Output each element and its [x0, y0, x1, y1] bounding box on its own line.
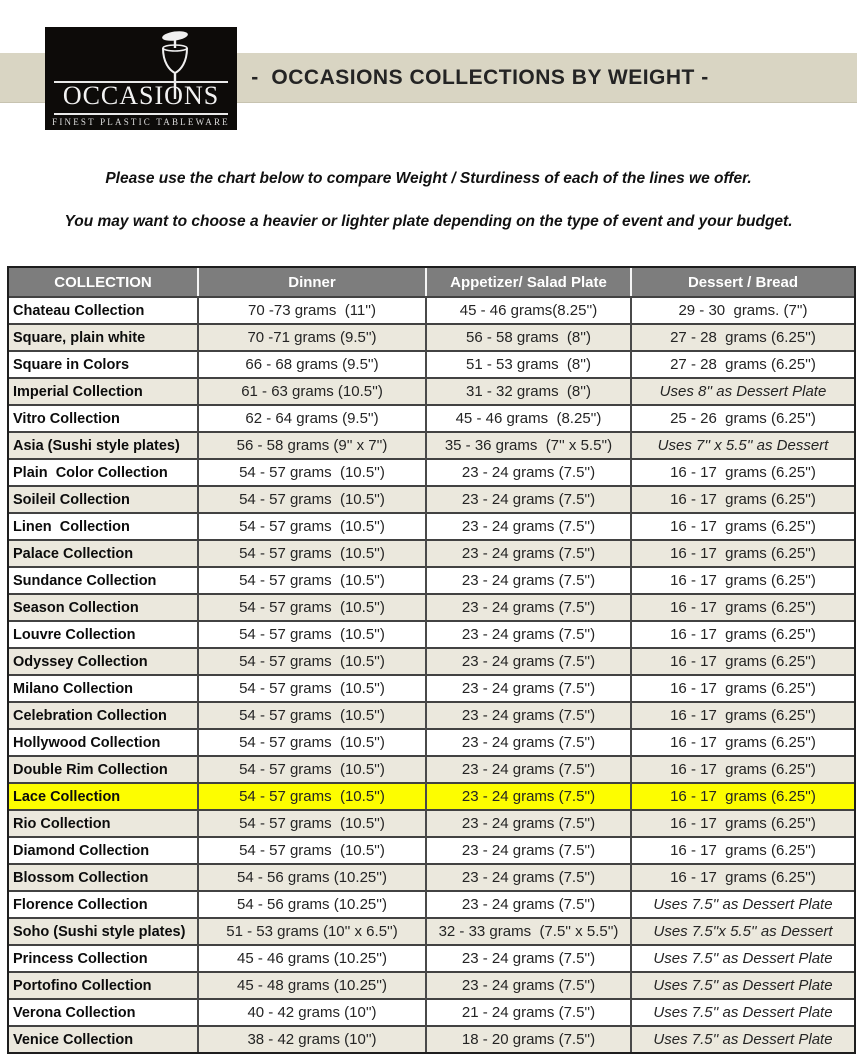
collection-name-cell: Square in Colors	[9, 350, 197, 377]
table-row	[9, 998, 854, 1025]
collection-name-cell: Verona Collection	[9, 998, 197, 1025]
column-header-dinner: Dinner	[197, 268, 425, 296]
collection-name-cell: Double Rim Collection	[9, 755, 197, 782]
collection-name-cell: Odyssey Collection	[9, 647, 197, 674]
dessert-weight-cell: 16 - 17 grams (6.25'')	[630, 593, 854, 620]
dessert-weight-cell: Uses 7.5'' as Dessert Plate	[630, 998, 854, 1025]
dinner-weight-cell: 45 - 46 grams (10.25'')	[197, 944, 425, 971]
table-row	[9, 863, 854, 890]
dessert-weight-cell: 16 - 17 grams (6.25'')	[630, 863, 854, 890]
dinner-weight-cell: 45 - 48 grams (10.25'')	[197, 971, 425, 998]
appetizer-weight-cell: 23 - 24 grams (7.5'')	[425, 458, 630, 485]
appetizer-weight-cell: 32 - 33 grams (7.5'' x 5.5'')	[425, 917, 630, 944]
appetizer-weight-cell: 23 - 24 grams (7.5'')	[425, 863, 630, 890]
dessert-weight-cell: 16 - 17 grams (6.25'')	[630, 512, 854, 539]
intro-line-1: Please use the chart below to compare Weight / Sturdiness of each of the lines we offer.	[105, 170, 752, 187]
appetizer-weight-cell: 23 - 24 grams (7.5'')	[425, 890, 630, 917]
appetizer-weight-cell: 23 - 24 grams (7.5'')	[425, 674, 630, 701]
table-row	[9, 512, 854, 539]
table-row	[9, 620, 854, 647]
dinner-weight-cell: 54 - 57 grams (10.5'')	[197, 566, 425, 593]
dinner-weight-cell: 54 - 56 grams (10.25'')	[197, 890, 425, 917]
dinner-weight-cell: 54 - 57 grams (10.5'')	[197, 620, 425, 647]
collection-name-cell: Milano Collection	[9, 674, 197, 701]
dessert-weight-cell: 16 - 17 grams (6.25'')	[630, 539, 854, 566]
appetizer-weight-cell: 23 - 24 grams (7.5'')	[425, 566, 630, 593]
collection-name-cell: Venice Collection	[9, 1025, 197, 1052]
dessert-weight-cell: Uses 7.5'' as Dessert Plate	[630, 890, 854, 917]
dessert-weight-cell: 16 - 17 grams (6.25'')	[630, 566, 854, 593]
appetizer-weight-cell: 23 - 24 grams (7.5'')	[425, 728, 630, 755]
table-row	[9, 728, 854, 755]
collection-name-cell: Hollywood Collection	[9, 728, 197, 755]
collection-name-cell: Soileil Collection	[9, 485, 197, 512]
appetizer-weight-cell: 23 - 24 grams (7.5'')	[425, 782, 630, 809]
appetizer-weight-cell: 23 - 24 grams (7.5'')	[425, 539, 630, 566]
collection-name-cell: Imperial Collection	[9, 377, 197, 404]
table-row	[9, 404, 854, 431]
table-row	[9, 458, 854, 485]
table-row	[9, 890, 854, 917]
appetizer-weight-cell: 23 - 24 grams (7.5'')	[425, 620, 630, 647]
dessert-weight-cell: 29 - 30 grams. (7'')	[630, 296, 854, 323]
appetizer-weight-cell: 18 - 20 grams (7.5'')	[425, 1025, 630, 1052]
table-header-row	[9, 268, 854, 296]
dinner-weight-cell: 54 - 56 grams (10.25'')	[197, 863, 425, 890]
dessert-weight-cell: Uses 7'' x 5.5'' as Dessert	[630, 431, 854, 458]
dessert-weight-cell: Uses 7.5''x 5.5'' as Dessert	[630, 917, 854, 944]
table-row	[9, 539, 854, 566]
dinner-weight-cell: 54 - 57 grams (10.5'')	[197, 458, 425, 485]
dessert-weight-cell: 16 - 17 grams (6.25'')	[630, 809, 854, 836]
table-row	[9, 755, 854, 782]
collection-name-cell: Linen Collection	[9, 512, 197, 539]
dinner-weight-cell: 54 - 57 grams (10.5'')	[197, 593, 425, 620]
page-title: - OCCASIONS COLLECTIONS BY WEIGHT -	[251, 66, 709, 89]
collection-name-cell: Chateau Collection	[9, 296, 197, 323]
dinner-weight-cell: 54 - 57 grams (10.5'')	[197, 674, 425, 701]
dessert-weight-cell: 16 - 17 grams (6.25'')	[630, 674, 854, 701]
collection-name-cell: Rio Collection	[9, 809, 197, 836]
appetizer-weight-cell: 23 - 24 grams (7.5'')	[425, 512, 630, 539]
column-header-appetizer: Appetizer/ Salad Plate	[425, 268, 630, 296]
table-row	[9, 377, 854, 404]
appetizer-weight-cell: 45 - 46 grams (8.25'')	[425, 404, 630, 431]
dessert-weight-cell: 16 - 17 grams (6.25'')	[630, 728, 854, 755]
logo-divider-bottom	[54, 113, 228, 115]
table-row	[9, 431, 854, 458]
table-row	[9, 674, 854, 701]
collection-name-cell: Square, plain white	[9, 323, 197, 350]
table-row	[9, 647, 854, 674]
dinner-weight-cell: 54 - 57 grams (10.5'')	[197, 836, 425, 863]
dessert-weight-cell: Uses 8'' as Dessert Plate	[630, 377, 854, 404]
intro-line-2: You may want to choose a heavier or lighter plate depending on the type of event and your budget.	[64, 213, 793, 230]
table-row	[9, 809, 854, 836]
dinner-weight-cell: 70 -73 grams (11'')	[197, 296, 425, 323]
dinner-weight-cell: 62 - 64 grams (9.5'')	[197, 404, 425, 431]
appetizer-weight-cell: 23 - 24 grams (7.5'')	[425, 944, 630, 971]
collection-name-cell: Blossom Collection	[9, 863, 197, 890]
dessert-weight-cell: 27 - 28 grams (6.25'')	[630, 350, 854, 377]
table-row	[9, 701, 854, 728]
dessert-weight-cell: 16 - 17 grams (6.25'')	[630, 485, 854, 512]
table-row	[9, 323, 854, 350]
appetizer-weight-cell: 35 - 36 grams (7'' x 5.5'')	[425, 431, 630, 458]
collection-name-cell: Season Collection	[9, 593, 197, 620]
appetizer-weight-cell: 31 - 32 grams (8'')	[425, 377, 630, 404]
dinner-weight-cell: 51 - 53 grams (10'' x 6.5'')	[197, 917, 425, 944]
collection-name-cell: Celebration Collection	[9, 701, 197, 728]
collection-name-cell: Florence Collection	[9, 890, 197, 917]
dinner-weight-cell: 54 - 57 grams (10.5'')	[197, 485, 425, 512]
dinner-weight-cell: 54 - 57 grams (10.5'')	[197, 728, 425, 755]
collection-name-cell: Portofino Collection	[9, 971, 197, 998]
table-row	[9, 1025, 854, 1052]
dessert-weight-cell: 16 - 17 grams (6.25'')	[630, 755, 854, 782]
dinner-weight-cell: 61 - 63 grams (10.5'')	[197, 377, 425, 404]
appetizer-weight-cell: 23 - 24 grams (7.5'')	[425, 647, 630, 674]
table-row	[9, 944, 854, 971]
dessert-weight-cell: Uses 7.5'' as Dessert Plate	[630, 1025, 854, 1052]
collection-name-cell: Diamond Collection	[9, 836, 197, 863]
column-header-dessert: Dessert / Bread	[630, 268, 854, 296]
dinner-weight-cell: 54 - 57 grams (10.5'')	[197, 647, 425, 674]
dinner-weight-cell: 54 - 57 grams (10.5'')	[197, 782, 425, 809]
dinner-weight-cell: 54 - 57 grams (10.5'')	[197, 701, 425, 728]
dinner-weight-cell: 56 - 58 grams (9'' x 7'')	[197, 431, 425, 458]
appetizer-weight-cell: 23 - 24 grams (7.5'')	[425, 836, 630, 863]
table-row	[9, 917, 854, 944]
collection-name-cell: Princess Collection	[9, 944, 197, 971]
table-row	[9, 836, 854, 863]
dessert-weight-cell: 25 - 26 grams (6.25'')	[630, 404, 854, 431]
dinner-weight-cell: 54 - 57 grams (10.5'')	[197, 809, 425, 836]
table-row	[9, 485, 854, 512]
dinner-weight-cell: 70 -71 grams (9.5'')	[197, 323, 425, 350]
weight-table-body	[9, 296, 854, 1052]
appetizer-weight-cell: 23 - 24 grams (7.5'')	[425, 701, 630, 728]
table-row	[9, 350, 854, 377]
appetizer-weight-cell: 21 - 24 grams (7.5'')	[425, 998, 630, 1025]
collection-name-cell: Asia (Sushi style plates)	[9, 431, 197, 458]
collection-name-cell: Lace Collection	[9, 782, 197, 809]
dessert-weight-cell: 16 - 17 grams (6.25'')	[630, 701, 854, 728]
collection-name-cell: Sundance Collection	[9, 566, 197, 593]
collection-name-cell: Palace Collection	[9, 539, 197, 566]
table-row	[9, 593, 854, 620]
table-row	[9, 971, 854, 998]
appetizer-weight-cell: 56 - 58 grams (8'')	[425, 323, 630, 350]
dessert-weight-cell: 16 - 17 grams (6.25'')	[630, 458, 854, 485]
brand-tagline: FINEST PLASTIC TABLEWARE	[52, 117, 230, 127]
brand-name: OCCASIONS	[62, 81, 220, 110]
dessert-weight-cell: 16 - 17 grams (6.25'')	[630, 782, 854, 809]
dinner-weight-cell: 40 - 42 grams (10'')	[197, 998, 425, 1025]
dessert-weight-cell: 16 - 17 grams (6.25'')	[630, 647, 854, 674]
collection-name-cell: Plain Color Collection	[9, 458, 197, 485]
dinner-weight-cell: 54 - 57 grams (10.5'')	[197, 512, 425, 539]
table-row	[9, 296, 854, 323]
table-row	[9, 782, 854, 809]
collection-name-cell: Soho (Sushi style plates)	[9, 917, 197, 944]
appetizer-weight-cell: 23 - 24 grams (7.5'')	[425, 593, 630, 620]
weight-comparison-table	[7, 266, 856, 1054]
appetizer-weight-cell: 51 - 53 grams (8'')	[425, 350, 630, 377]
appetizer-weight-cell: 23 - 24 grams (7.5'')	[425, 755, 630, 782]
brand-logo	[45, 27, 237, 130]
dinner-weight-cell: 38 - 42 grams (10'')	[197, 1025, 425, 1052]
dessert-weight-cell: 27 - 28 grams (6.25'')	[630, 323, 854, 350]
dessert-weight-cell: Uses 7.5'' as Dessert Plate	[630, 971, 854, 998]
collection-name-cell: Louvre Collection	[9, 620, 197, 647]
appetizer-weight-cell: 23 - 24 grams (7.5'')	[425, 485, 630, 512]
appetizer-weight-cell: 23 - 24 grams (7.5'')	[425, 971, 630, 998]
dinner-weight-cell: 54 - 57 grams (10.5'')	[197, 755, 425, 782]
dinner-weight-cell: 54 - 57 grams (10.5'')	[197, 539, 425, 566]
dessert-weight-cell: 16 - 17 grams (6.25'')	[630, 836, 854, 863]
dinner-weight-cell: 66 - 68 grams (9.5'')	[197, 350, 425, 377]
table-row	[9, 566, 854, 593]
column-header-collection: COLLECTION	[9, 268, 197, 296]
dessert-weight-cell: Uses 7.5'' as Dessert Plate	[630, 944, 854, 971]
appetizer-weight-cell: 45 - 46 grams(8.25'')	[425, 296, 630, 323]
dessert-weight-cell: 16 - 17 grams (6.25'')	[630, 620, 854, 647]
collection-name-cell: Vitro Collection	[9, 404, 197, 431]
appetizer-weight-cell: 23 - 24 grams (7.5'')	[425, 809, 630, 836]
